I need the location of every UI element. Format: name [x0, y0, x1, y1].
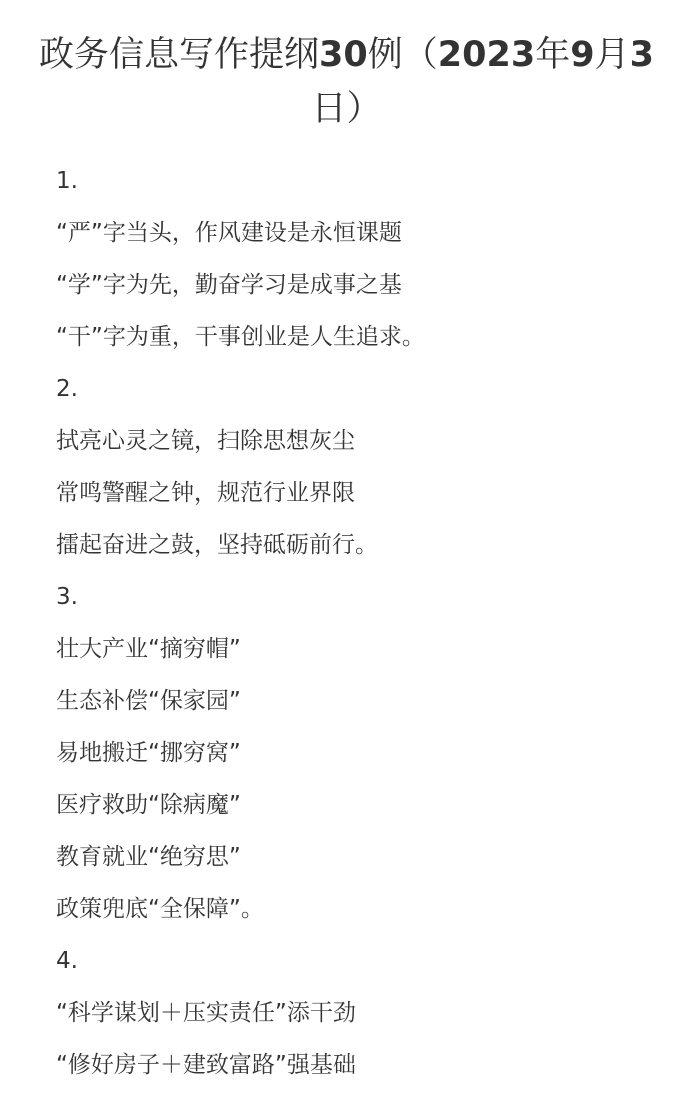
text-line: 生态补偿“保家园” [56, 688, 241, 714]
title-part: 日） [311, 89, 382, 129]
section-number: 2. [56, 376, 78, 402]
text-line: 医疗救助“除病魔” [56, 792, 241, 818]
title-part: 例（ [367, 35, 438, 75]
text-line: 易地搬迁“挪穷窝” [56, 740, 241, 766]
title-part: 年 [535, 35, 571, 75]
text-line: “严”字当头，作风建设是永恒课题 [56, 220, 402, 246]
title-part: 3 [629, 35, 654, 75]
text-line: 教育就业“绝穷思” [56, 844, 241, 870]
title-part: 2023 [437, 35, 536, 75]
title-part: 月 [594, 35, 630, 75]
section-number: 4. [56, 948, 78, 974]
title-part: 30 [319, 35, 368, 75]
article-body [56, 155, 673, 1091]
text-line: 常鸣警醒之钟，规范行业界限 [56, 480, 355, 506]
text-line: 拭亮心灵之镜，扫除思想灰尘 [56, 428, 355, 454]
article-title [0, 0, 693, 136]
text-line: “学”字为先，勤奋学习是成事之基 [56, 272, 402, 298]
text-line: 擂起奋进之鼓，坚持砥砺前行。 [56, 532, 378, 558]
text-line: “科学谋划＋压实责任”添干劲 [56, 1000, 356, 1026]
text-line: “干”字为重，干事创业是人生追求。 [56, 324, 425, 350]
title-part: 9 [570, 35, 595, 75]
text-line: 政策兜底“全保障”。 [56, 896, 264, 922]
title-part: 政务信息写作提纲 [39, 35, 320, 75]
text-line: “修好房子＋建致富路”强基础 [56, 1052, 356, 1078]
text-line: 壮大产业“摘穷帽” [56, 636, 241, 662]
section-number: 1. [56, 168, 78, 194]
section-number: 3. [56, 584, 78, 610]
